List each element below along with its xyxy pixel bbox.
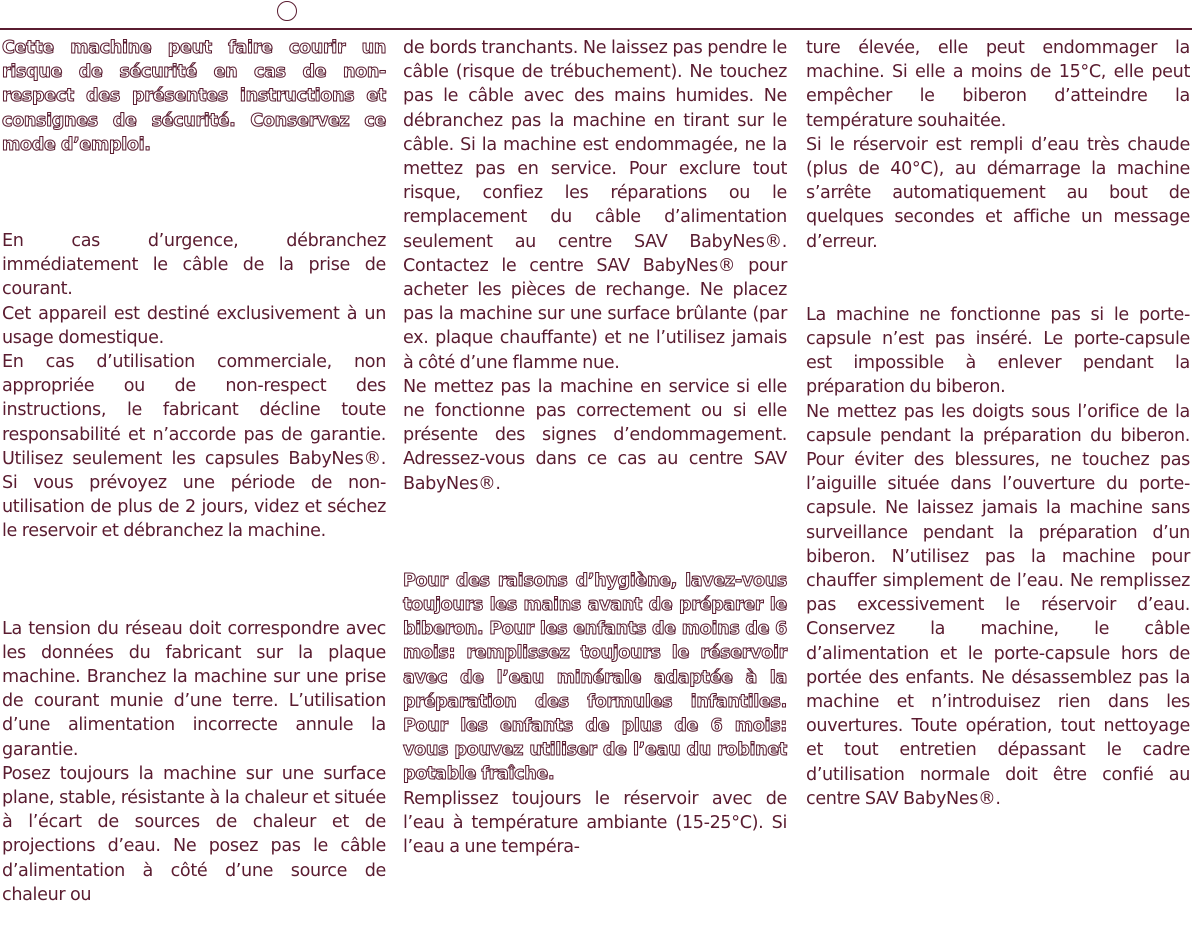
domestic-use-paragraph: Cet appareil est destiné exclusivement à un usage domestique. (2, 303, 386, 348)
column-2 (403, 36, 787, 859)
column-1 (2, 36, 386, 907)
capsule-holder-paragraph: La machine ne fonctionne pas si le porte-capsule n’est pas inséré. Le porte-capsule est impossible à enlever pendant la préparation du biberon. (806, 304, 1190, 398)
voltage-paragraph: La tension du réseau doit correspondre avec les données du fabricant sur la plaque machine. Branchez la machine sur une prise de courant munie d’une terre. L’utilisation d’une alimentation incorrecte annule la garantie. (2, 618, 386, 760)
commercial-use-paragraph: En cas d’utilisation commerciale, non appropriée ou de non-respect des instructions, le fabricant décline toute responsabilité et n’accorde pas de garantie. Utilisez seulement les capsules BabyNes®. Si vous prévoyez une période de non-utilisation de plus de 2 jours, videz et séchez le reservoir et débranchez la machine. (2, 352, 386, 542)
column-3 (806, 36, 1190, 811)
page-header (0, 0, 1192, 30)
safety-handling-paragraph: Ne mettez pas les doigts sous l’orifice de la capsule pendant la préparation du biberon. Pour éviter des blessures, ne touchez pas l’aiguille située dans l’ouverture du porte-capsule. Ne laissez jamais la machine sans surveillance pendant la préparation d’un biberon. N’utilisez pas la machine pour chauffer simplement de l’eau. Ne remplissez pas excessivement le réservoir d’eau. Conservez la machine, le câble d’alimentation et le porte-capsule hors de portée des enfants. Ne désassemblez pas la machine et n’introduisez rien dans les ouvertures. Toute opération, tout nettoyage et tout entretien dépassant le cadre d’utilisation normale doit être confié au centre SAV BabyNes®. (806, 401, 1190, 809)
page-marker-circle (277, 1, 297, 21)
temperature-continued-paragraph: ture élevée, elle peut endommager la machine. Si elle a moins de 15°C, elle peut empêcher le biberon d’atteindre la température souhaitée. (806, 38, 1190, 131)
malfunction-paragraph: Ne mettez pas la machine en service si elle ne fonctionne pas correctement ou si elle présente des signes d’endommagement. Adressez-vous dans ce cas au centre SAV BabyNes®. (403, 376, 787, 494)
placement-paragraph: Posez toujours la machine sur une surface plane, stable, résistante à la chaleur et située à l’écart de sources de chaleur et de projections d’eau. Ne posez pas le câble d’alimentation à côté d’une source de chaleur ou (2, 763, 386, 905)
water-temperature-paragraph: Remplissez toujours le réservoir avec de l’eau à température ambiante (15-25°C). Si l’eau a une tempéra- (403, 788, 787, 858)
hot-water-paragraph: Si le réservoir est rempli d’eau très chaude (plus de 40°C), au démarrage la machine s’arrête automatiquement au bout de quelques secondes et affiche un message d’erreur. (806, 134, 1190, 252)
cable-paragraph: de bords tranchants. Ne laissez pas pendre le câble (risque de trébuchement). Ne touchez pas le câble avec des mains humides. Ne débranchez pas la machine en tirant sur le câble. Si la machine est endommagée, ne la mettez pas en service. Pour exclure tout risque, confiez les réparations ou le remplacement du câble d’alimentation seulement au centre SAV BabyNes®. Contactez le centre SAV BabyNes® pour acheter les pièces de rechange. Ne placez pas la machine sur une surface brûlante (par ex. plaque chauffante) et ne l’utilisez jamais à côté d’une flamme nue. (403, 38, 787, 373)
hygiene-warning: Pour des raisons d’hygiène, lavez-vous toujours les mains avant de préparer le biberon. Pour les enfants de moins de 6 mois: remplissez toujours le réservoir avec de l’eau minérale adaptée à la préparation des formules infantiles. Pour les enfants de plus de 6 mois: vous pouvez utiliser de l’eau du robinet potable fraîche. (403, 570, 787, 785)
intro-warning: Cette machine peut faire courir un risque de sécurité en cas de non-respect des présentes instructions et consignes de sécurité. Conservez ce mode d’emploi. (2, 38, 386, 155)
emergency-paragraph: En cas d’urgence, débranchez immédiatement le câble de la prise de courant. (2, 231, 386, 300)
header-rule (0, 28, 1192, 30)
